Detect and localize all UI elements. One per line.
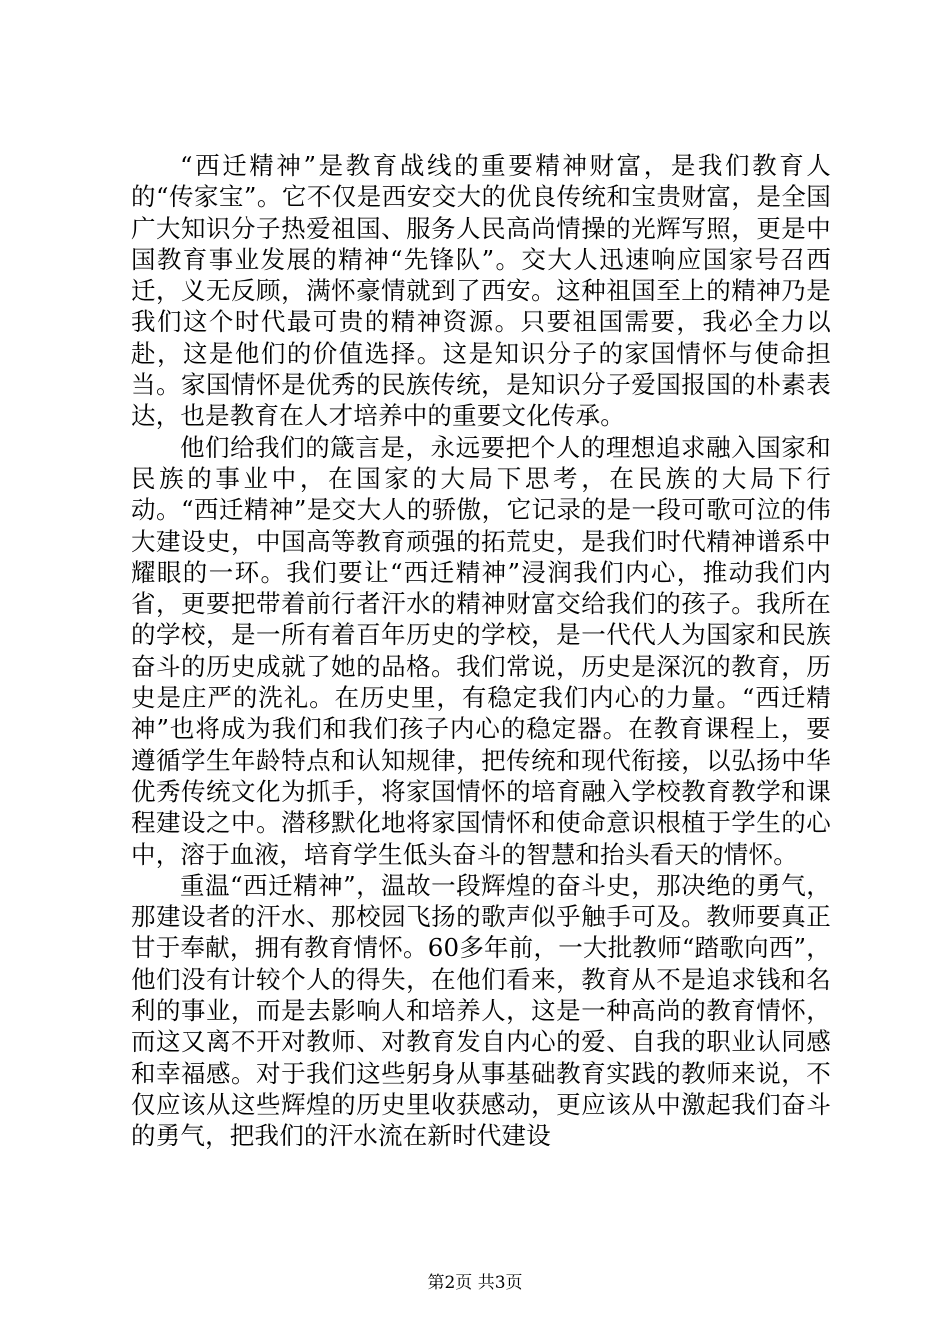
document-body bbox=[131, 150, 831, 1152]
paragraph-1: “西迁精神”是教育战线的重要精神财富，是我们教育人的“传家宝”。它不仅是西安交大的优良传统和宝贵财富，是全国广大知识分子热爱祖国、服务人民高尚情操的光辉写照，更是中国教育事业发展的精神“先锋队”。交大人迅速响应国家号召西迁，义无反顾，满怀豪情就到了西安。这种祖国至上的精神乃是我们这个时代最可贵的精神资源。只要祖国需要，我必全力以赴，这是他们的价值选择。这是知识分子的家国情怀与使命担当。家国情怀是优秀的民族传统，是知识分子爱国报国的朴素表达，也是教育在人才培养中的重要文化传承。 bbox=[131, 151, 831, 431]
page-number-footer: 第2页 共3页 bbox=[427, 1273, 523, 1293]
paragraph-2: 他们给我们的箴言是，永远要把个人的理想追求融入国家和民族的事业中，在国家的大局下思考，在民族的大局下行动。“西迁精神”是交大人的骄傲，它记录的是一段可歌可泣的伟大建设史，中国高等教育顽强的拓荒史，是我们时代精神谱系中耀眼的一环。我们要让“西迁精神”浸润我们内心，推动我们内省，更要把带着前行者汗水的精神财富交给我们的孩子。我所在的学校，是一所有着百年历史的学校，是一代代人为国家和民族奋斗的历史成就了她的品格。我们常说，历史是深沉的教育，历史是庄严的洗礼。在历史里，有稳定我们内心的力量。“西迁精神”也将成为我们和我们孩子内心的稳定器。在教育课程上，要遵循学生年龄特点和认知规律，把传统和现代衔接，以弘扬中华优秀传统文化为抓手，将家国情怀的培育融入学校教育教学和课程建设之中。潜移默化地将家国情怀和使命意识根植于学生的心中，溶于血液，培育学生低头奋斗的智慧和抬头看天的情怀。 bbox=[131, 432, 831, 869]
paragraph-3: 重温“西迁精神”，温故一段辉煌的奋斗史，那决绝的勇气，那建设者的汗水、那校园飞扬的歌声似乎触手可及。教师要真正甘于奉献，拥有教育情怀。60多年前，一大批教师“踏歌向西”，他们没有计较个人的得失，在他们看来，教育从不是追求钱和名利的事业，而是去影响人和培养人，这是一种高尚的教育情怀，而这又离不开对教师、对教育发自内心的爱、自我的职业认同感和幸福感。对于我们这些躬身从事基础教育实践的教师来说，不仅应该从这些辉煌的历史里收获感动，更应该从中激起我们奋斗的勇气，把我们的汗水流在新时代建设 bbox=[131, 870, 831, 1151]
